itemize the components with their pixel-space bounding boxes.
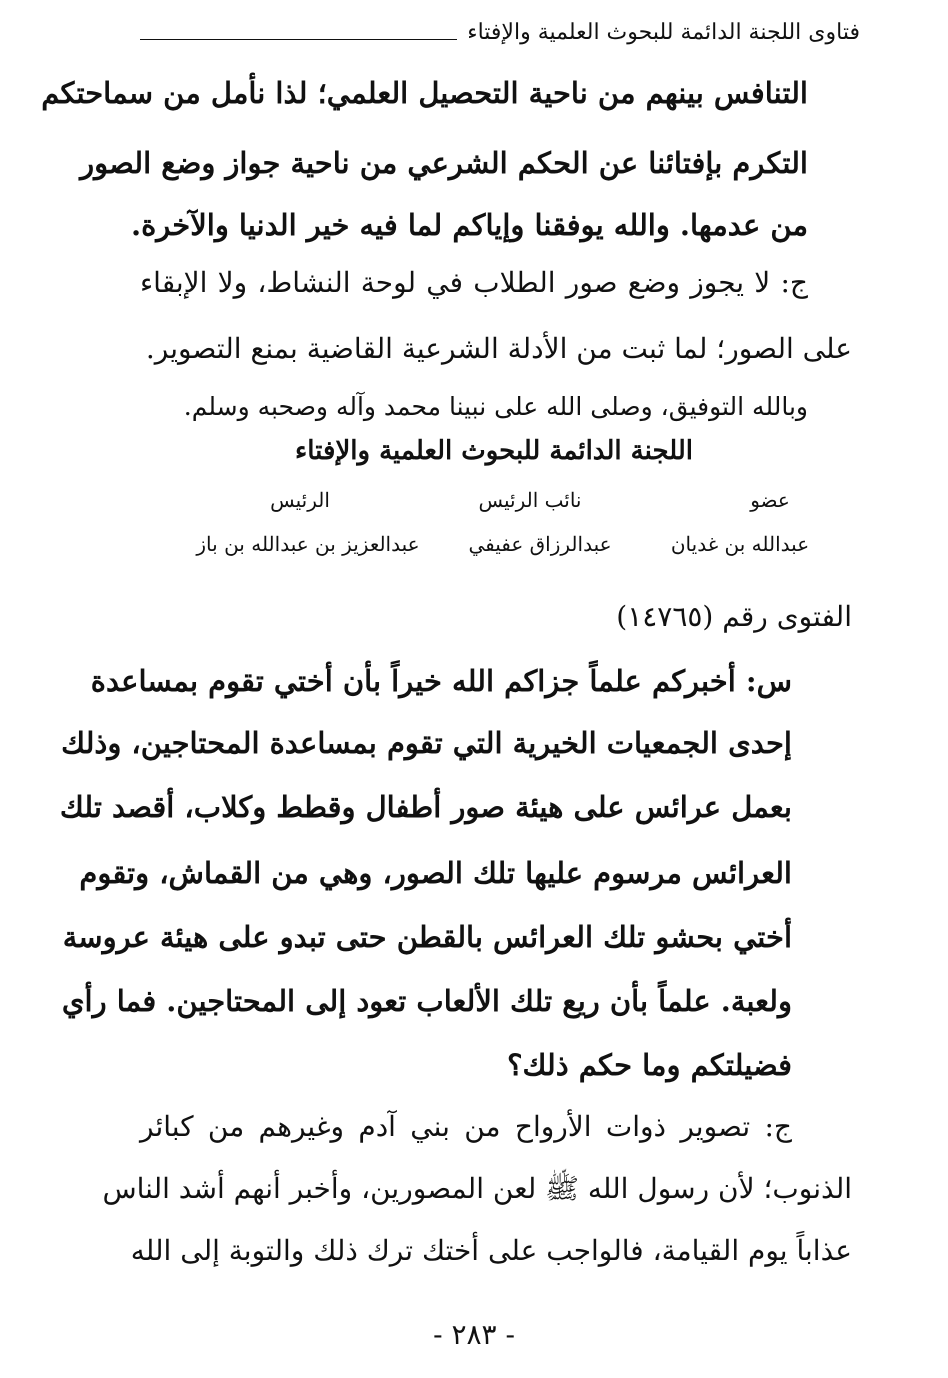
page-number: - ٢٨٣ - [433, 1318, 515, 1351]
question-continued-line: التنافس بينهم من ناحية التحصيل العلمي؛ لذا نأمل من سماحتكم [41, 76, 808, 110]
question-line: أختي بحشو تلك العرائس بالقطن حتى تبدو على هيئة عروسة [62, 920, 792, 954]
member-role: الرئيس [270, 488, 330, 512]
answer-line: ج: تصوير ذوات الأرواح من بني آدم وغيرهم من كبائر [140, 1110, 792, 1143]
member-role: عضو [750, 488, 790, 512]
running-title: فتاوى اللجنة الدائمة للبحوث العلمية والإفتاء [467, 20, 860, 45]
question-line: س: أخبركم علماً جزاكم الله خيراً بأن أختي تقوم بمساعدة [90, 664, 792, 698]
question-line: بعمل عرائس على هيئة صور أطفال وقطط وكلاب، أقصد تلك [59, 790, 792, 824]
question-line: العرائس مرسوم عليها تلك الصور، وهي من القماش، وتقوم [79, 856, 792, 890]
fatwa-number: الفتوى رقم (١٤٧٦٥) [616, 600, 852, 633]
member-name: عبدالله بن غديان [670, 532, 810, 556]
running-header [140, 20, 860, 45]
answer-line: ج: لا يجوز وضع صور الطلاب في لوحة النشاط، ولا الإبقاء [140, 266, 808, 299]
answer-line: عذاباً يوم القيامة، فالواجب على أختك ترك ذلك والتوبة إلى الله [130, 1234, 852, 1267]
member-role: نائب الرئيس [478, 488, 582, 512]
header-rule [140, 39, 457, 40]
committee-title: اللجنة الدائمة للبحوث العلمية والإفتاء [295, 436, 693, 466]
answer-line: على الصور؛ لما ثبت من الأدلة الشرعية القاضية بمنع التصوير. [145, 332, 852, 365]
closing-line: وبالله التوفيق، وصلى الله على نبينا محمد وآله وصحبه وسلم. [183, 392, 808, 421]
question-continued-line: من عدمها. والله يوفقنا وإياكم لما فيه خير الدنيا والآخرة. [131, 208, 808, 242]
answer-line: الذنوب؛ لأن رسول الله ﷺ لعن المصورين، وأخبر أنهم أشد الناس [102, 1172, 852, 1205]
question-continued-line: التكرم بإفتائنا عن الحكم الشرعي من ناحية جواز وضع الصور [80, 146, 808, 180]
question-line: إحدى الجمعيات الخيرية التي تقوم بمساعدة المحتاجين، وذلك [61, 726, 792, 760]
member-name: عبدالعزيز بن عبدالله بن باز [196, 532, 420, 556]
question-line: ولعبة. علماً بأن ريع تلك الألعاب تعود إلى المحتاجين. فما رأي [61, 984, 792, 1018]
member-name: عبدالرزاق عفيفي [468, 532, 612, 556]
question-line: فضيلتكم وما حكم ذلك؟ [507, 1048, 792, 1082]
